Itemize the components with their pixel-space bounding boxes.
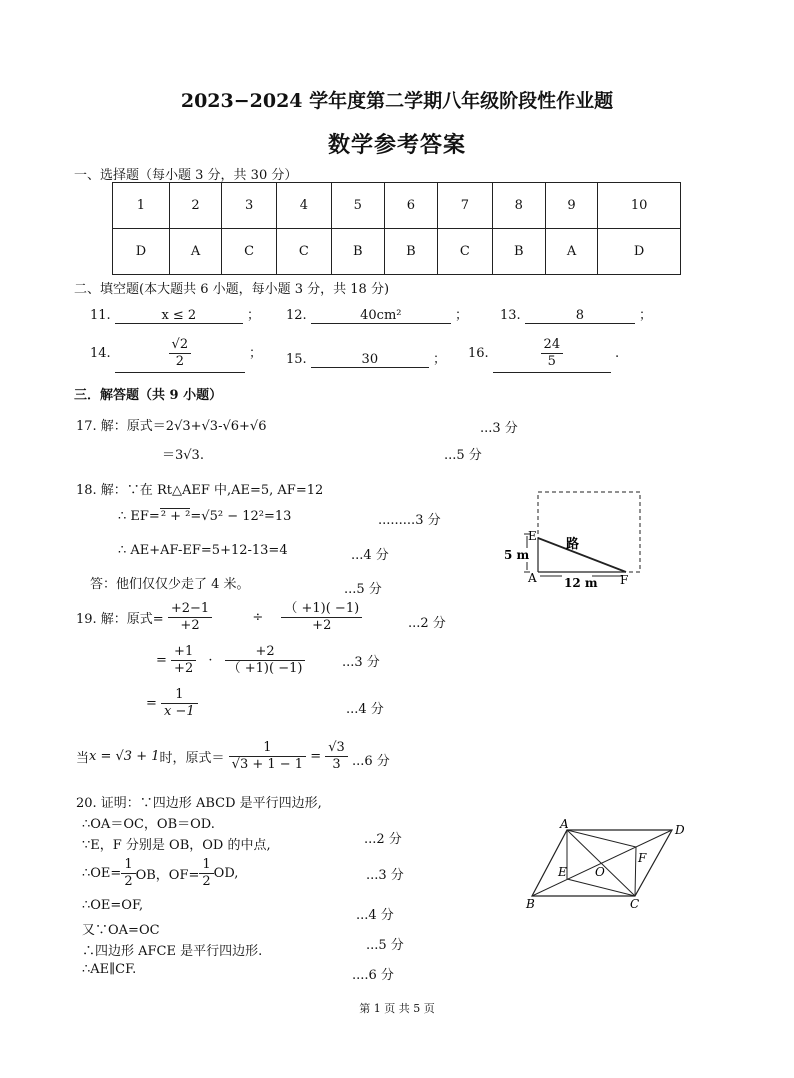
q19-f5-den: x −1 (164, 704, 195, 719)
label-d: D (675, 823, 685, 837)
q19-f6-num: 1 (229, 740, 306, 757)
q16-answer (493, 336, 611, 373)
q19-f4-num: +2 (225, 644, 306, 661)
fill-q11 (90, 304, 260, 324)
section2-heading: 二、填空题(本大题共 6 小题，每小题 3 分，共 18 分) (74, 282, 390, 297)
q19-equals: = (156, 653, 167, 668)
table-cell: B (492, 229, 545, 275)
q20-mark4: ...5 分 (366, 938, 404, 953)
q19-f5-num: 1 (161, 687, 198, 704)
table-cell: A (545, 229, 597, 275)
q19-dot: · (208, 653, 213, 668)
q19-mark2: ...3 分 (342, 655, 380, 670)
q13-number: 13. (500, 308, 521, 323)
table-cell: 8 (492, 183, 545, 229)
fill-q14 (90, 336, 262, 373)
q20-ob-of: OB，OF= (135, 868, 200, 883)
q19-mark1: ...2 分 (408, 616, 446, 631)
q20-line7: ∴四边形 AFCE 是平行四边形. (82, 944, 263, 959)
q19-f3-den: +2 (174, 661, 194, 676)
table-row (113, 229, 681, 275)
label-e: E (558, 865, 567, 879)
fill-q16 (468, 336, 619, 373)
q19-f3-num: +1 (171, 644, 196, 661)
q19-fraction3 (171, 644, 196, 677)
q19-f1-den: +2 (180, 618, 200, 633)
table-cell: 6 (384, 183, 437, 229)
q20-mark1: ...2 分 (364, 832, 402, 847)
label-road: 路 (566, 537, 580, 552)
q19-fraction2 (281, 601, 362, 634)
q20-line4 (82, 857, 238, 890)
q18-line1: 18. 解：∵在 Rt△AEF 中,AE=5, AF=12 (76, 483, 324, 498)
fill-q15 (286, 348, 446, 368)
label-12m: 12 m (564, 576, 598, 590)
q13-sep: ； (638, 308, 652, 323)
q20-line5: ∴OE=OF, (82, 898, 144, 913)
q19-xvalue: x = √3 + 1 (89, 749, 160, 764)
segment-fc (635, 847, 636, 896)
q19-equals2: = (146, 696, 157, 711)
label-b: B (526, 897, 535, 910)
q19-fraction7 (325, 740, 348, 773)
q17-line2: ＝3√3. (162, 448, 204, 463)
q20-half1-den: 2 (124, 874, 133, 889)
fill-q13 (500, 304, 652, 324)
q20-mark3: ...4 分 (356, 908, 394, 923)
label-e: E (528, 529, 537, 543)
q14-numerator: √2 (169, 337, 192, 354)
q17-mark2: ...5 分 (444, 448, 482, 463)
q20-oe: ∴OE= (82, 866, 122, 881)
q18-line3: ∴ AE+AF-EF=5+12-13=4 (118, 543, 288, 558)
q19-f7-den: 3 (332, 757, 341, 772)
q14-fraction (169, 337, 192, 370)
q15-sep: ； (432, 352, 446, 367)
segment-ec (567, 879, 635, 896)
q20-line2: ∴OA＝OC，OB＝OD. (82, 817, 215, 832)
q20-half2 (199, 857, 213, 890)
q14-number: 14. (90, 346, 111, 361)
table-cell: C (437, 229, 492, 275)
q19-f2-den: +2 (312, 618, 332, 633)
q18-ef-label: ∴ EF= (118, 509, 160, 524)
q17-line1: 17. 解：原式＝2√3+√3-√6+√6 (76, 419, 267, 434)
fill-q12 (286, 304, 468, 324)
q16-fraction (541, 337, 564, 370)
diagonal-bd (532, 830, 672, 896)
q18-mark2: ...4 分 (351, 548, 389, 563)
dashed-rectangle (538, 492, 640, 572)
q11-number: 11. (90, 308, 111, 323)
road-line (538, 538, 626, 572)
page-title: 2023−2024 学年度第二学期八年级阶段性作业题 (180, 90, 614, 112)
table-cell: 3 (222, 183, 277, 229)
q20-line6: 又∵OA=OC (82, 923, 160, 938)
table-cell: C (222, 229, 277, 275)
segment-af (567, 830, 636, 847)
q18-line4: 答：他们仅仅少走了 4 米。 (90, 577, 250, 592)
q19-prefix: 19. 解：原式= (76, 612, 164, 627)
q16-numerator: 24 (541, 337, 564, 354)
table-row (113, 183, 681, 229)
q19-fraction4 (225, 644, 306, 677)
q19-f6-den: √3 + 1 − 1 (231, 757, 304, 772)
table-cell: B (384, 229, 437, 275)
q11-answer: x ≤ 2 (115, 308, 243, 324)
label-f: F (620, 573, 629, 587)
q19-line1 (76, 601, 362, 634)
label-a: A (528, 571, 537, 585)
q14-sep: ； (248, 346, 262, 361)
table-cell: 9 (545, 183, 597, 229)
q15-answer: 30 (311, 352, 429, 368)
q19-f1-num: +2−1 (168, 601, 212, 618)
q12-answer: 40cm² (311, 308, 451, 324)
label-a: A (560, 818, 569, 831)
label-f: F (638, 851, 647, 865)
q18-mark1: .........3 分 (378, 513, 441, 528)
section1-heading: 一、选择题（每小题 3 分，共 30 分） (74, 168, 298, 183)
table-cell: 7 (437, 183, 492, 229)
label-c: C (630, 897, 640, 910)
q15-number: 15. (286, 352, 307, 367)
q20-half1 (121, 857, 135, 890)
table-cell: 2 (169, 183, 221, 229)
q16-denominator: 5 (547, 354, 556, 369)
page-footer: 第 1 页 共 5 页 (359, 1002, 435, 1015)
choice-answer-table (112, 182, 681, 275)
q18-figure (500, 486, 650, 590)
q12-sep: ； (454, 308, 468, 323)
q20-half2-num: 1 (199, 857, 213, 874)
q12-number: 12. (286, 308, 307, 323)
table-cell: A (169, 229, 221, 275)
q19-line3 (146, 687, 198, 720)
q19-line4 (76, 740, 348, 773)
q20-od: OD, (213, 866, 239, 881)
q19-f4-den: （ +1)( −1) (227, 661, 303, 676)
q20-line8: ∴AE∥CF. (82, 962, 137, 977)
q11-sep: ； (246, 308, 260, 323)
q19-line2 (156, 644, 305, 677)
q19-mark3: ...4 分 (346, 702, 384, 717)
q20-mark5: ....6 分 (352, 968, 394, 983)
q18-ef-result: =√5² − 12²=13 (190, 509, 292, 524)
table-cell: 4 (276, 183, 331, 229)
q18-sqrt-blank: ² + ² (160, 509, 191, 524)
q19-f2-num: （ +1)( −1) (281, 601, 362, 618)
q20-line3: ∵E，F 分别是 OB，OD 的中点, (82, 838, 271, 853)
q20-figure (520, 818, 700, 910)
q16-sep: . (614, 346, 620, 361)
q17-mark1: ...3 分 (480, 421, 518, 436)
q20-half2-den: 2 (202, 874, 211, 889)
q19-mark4: ...6 分 (352, 754, 390, 769)
label-o: O (595, 865, 605, 879)
table-cell: 5 (331, 183, 384, 229)
q20-half1-num: 1 (121, 857, 135, 874)
q19-when: 当 (76, 751, 90, 766)
page-subtitle: 数学参考答案 (327, 132, 466, 158)
q19-shi: 时，原式＝ (159, 751, 225, 766)
q20-line1: 20. 证明：∵四边形 ABCD 是平行四边形, (76, 796, 322, 811)
table-cell: 10 (598, 183, 681, 229)
q13-answer: 8 (525, 308, 635, 324)
q14-denominator: 2 (175, 354, 184, 369)
q19-divide: ÷ (252, 610, 264, 625)
q19-equals3: = (310, 749, 322, 764)
q14-answer (115, 336, 245, 373)
q19-fraction5 (161, 687, 198, 720)
table-cell: C (276, 229, 331, 275)
q19-f7-num: √3 (325, 740, 348, 757)
q19-fraction6 (229, 740, 306, 773)
q18-line2 (118, 509, 291, 524)
section3-heading: 三．解答题（共 9 小题） (74, 388, 223, 403)
table-cell: D (598, 229, 681, 275)
q20-mark2: ...3 分 (366, 868, 404, 883)
q19-fraction1 (168, 601, 212, 634)
q18-mark3: ...5 分 (344, 582, 382, 597)
table-cell: B (331, 229, 384, 275)
table-cell: 1 (113, 183, 170, 229)
q16-number: 16. (468, 346, 489, 361)
table-cell: D (113, 229, 170, 275)
label-5m: 5 m (504, 548, 530, 562)
